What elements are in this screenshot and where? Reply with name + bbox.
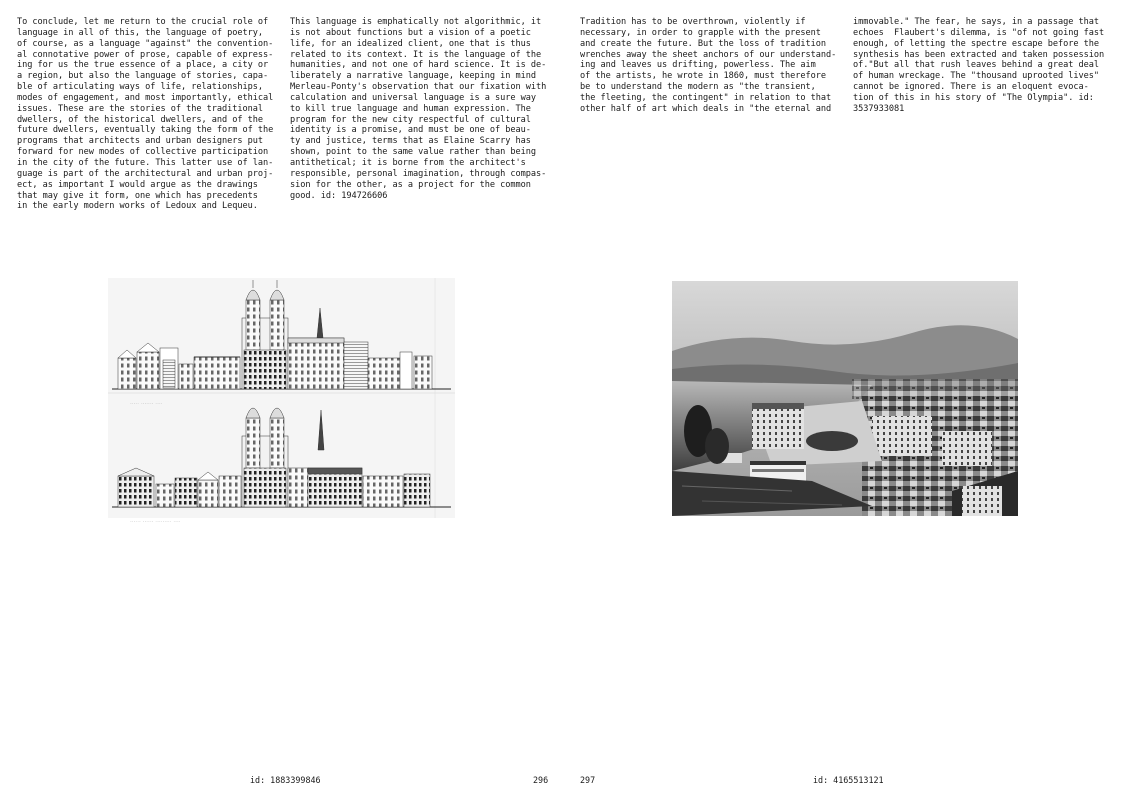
text-column-2: This language is emphatically not algorithmic, it is not about functions but a vision of a poetic life, for an idealized client, one that is thus related to its context. It is the language of the humanities, and not one of hard science. It is de- liberately a narrative language, keeping in mind Merleau-Ponty's observation that our fixation with calculation and universal language is a sure way to kill true language and human expression. The program for the new city respectful of cultural identity is a promise, and must be one of beau- ty and justice, terms that as Elaine Scarry has shown, point to the same value rather than being antithetical; it is borne from the architect's responsible, personal imagination, through compas- sion for the other, as a project for the common good. id: 194726606 <box>290 17 547 201</box>
footer-right-id: id: 4165513121 <box>813 775 884 785</box>
text-column-3: Tradition has to be overthrown, violently if necessary, in order to grapple with the present and create the future. But the loss of tradition wrenches away the sheet anchors of our understand- ing and leaves us drifting, powerless. The aim of the artists, he wrote in 1860, must therefore be to understand the modern as "the transient, the fleeting, the contingent" in relation to that other half of art which deals in "the eternal and <box>580 17 837 114</box>
historic-city-photo <box>672 281 1018 516</box>
text-column-4: immovable." The fear, he says, in a passage that echoes Flaubert's dilemma, is "of not going fast enough, of letting the spectre escape before the synthesis has been extracted and taken possession of."But all that rush leaves behind a great deal of human wreckage. The "thousand uprooted lives" cannot be ignored. There is an eloquent evoca- tion of this in his story of "The Olympia". id: 3537933081 <box>853 17 1105 114</box>
text-column-1: To conclude, let me return to the crucial role of language in all of this, the language of poetry, of course, as a language "against" the convention- al connotative power of prose, capable of express- ing for us the true essence of a place, a city or a region, but also the language of stories, capa- ble of articulating ways of life, relationships, modes of engagement, and most importantly, ethical issues. These are the stories of the traditional dwellers, of the historical dwellers, and of the future dwellers, eventually taking the form of the programs that architects and urban designers put forward for new modes of collective participation in the city of the future. This latter use of lan- guage is part of the architectural and urban proj- ect, as important I would argue as the drawings that may give it form, one which has precedents in the early modern works of Ledoux and Lequeu. <box>17 17 274 212</box>
svg-text:------ ------ --------- ---: ------ ------ --------- ---- <box>130 519 181 523</box>
page-number-right: 297 <box>580 775 596 785</box>
page-number-left: 296 <box>533 775 549 785</box>
footer-left-id: id: 1883399846 <box>250 775 321 785</box>
svg-text:----- ------- ----: ----- ------- ---- <box>130 401 163 405</box>
elevation-drawing <box>108 278 455 523</box>
